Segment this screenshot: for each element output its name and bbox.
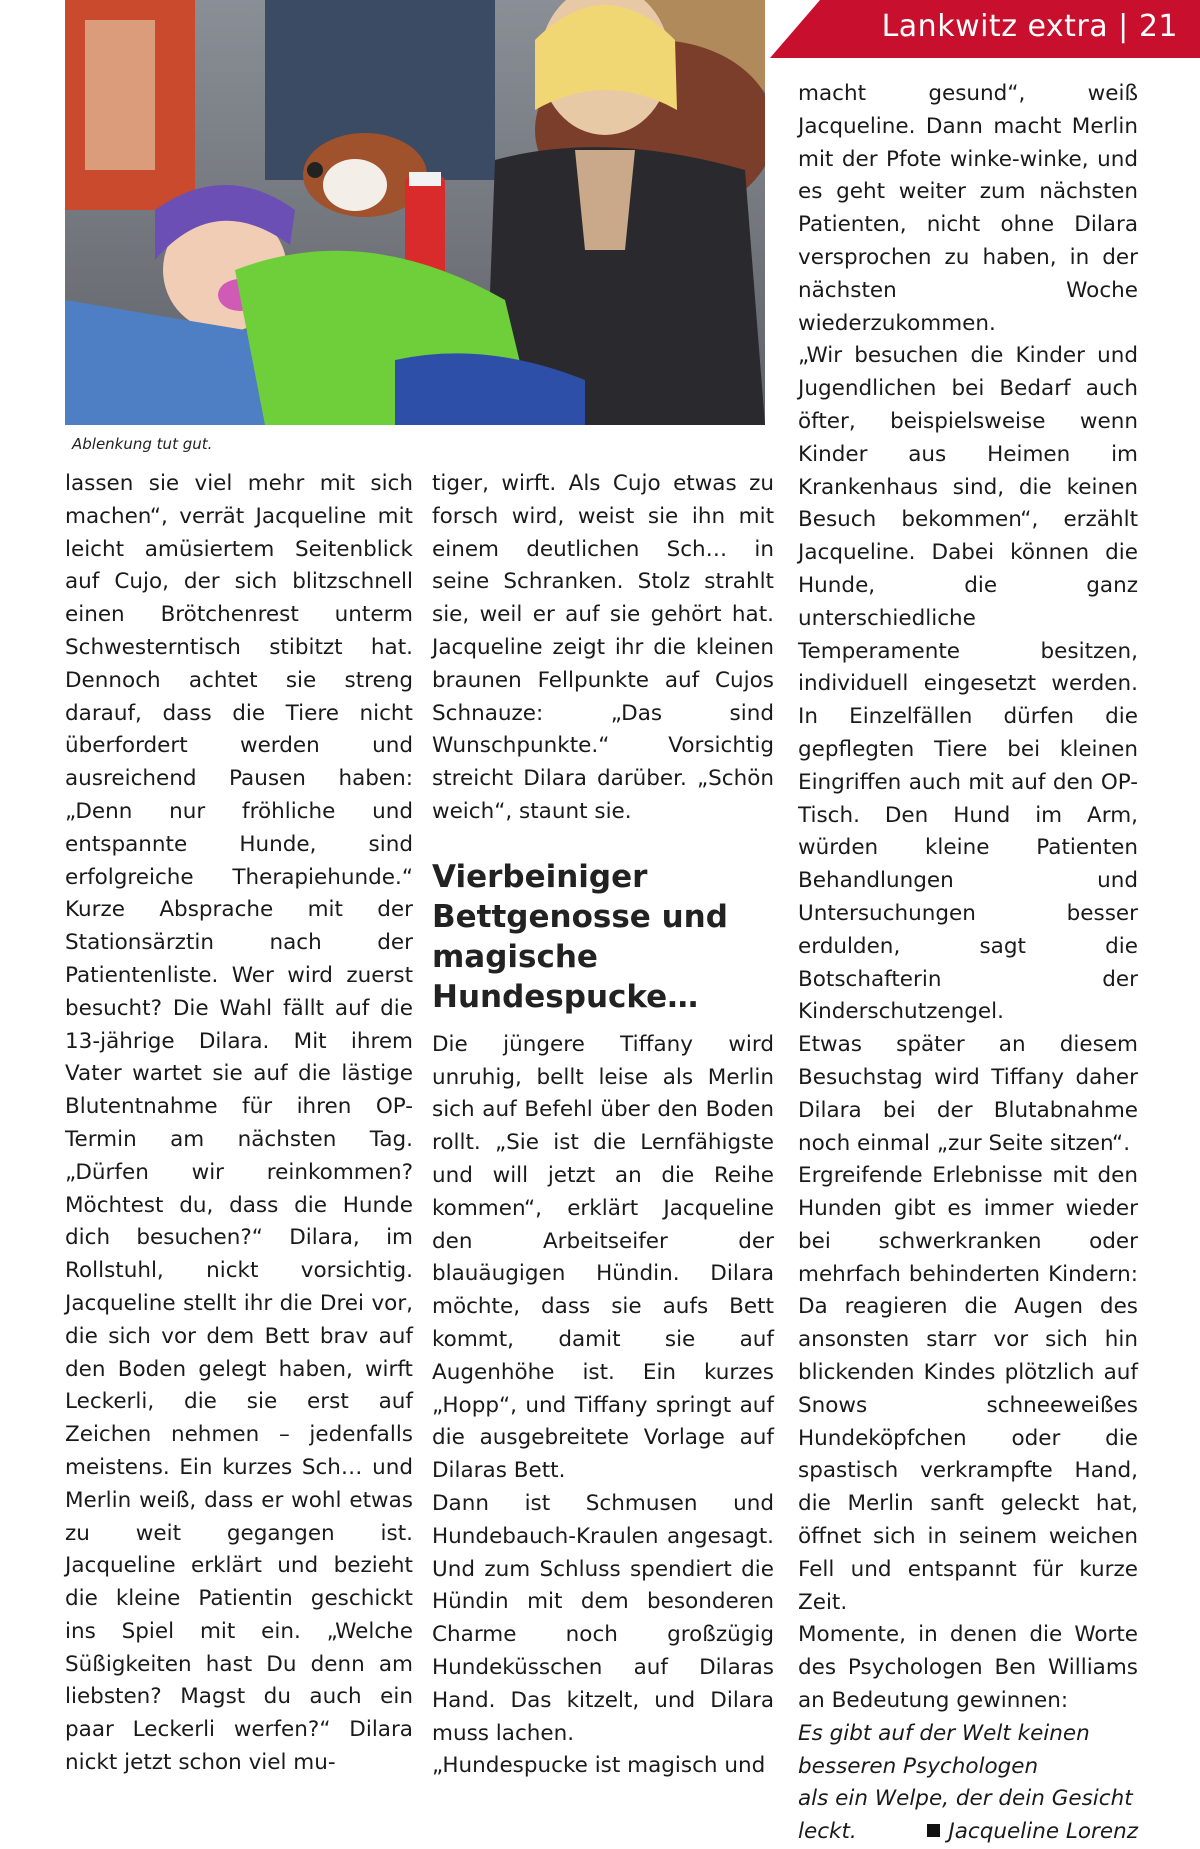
article-column-2 [432, 468, 774, 1783]
column-2-paragraph-3: Dann ist Schmusen und Hundebauch-Kraulen angesagt. Und zum Schluss spendiert die Hündin mit dem besonderen Charme noch großzügig Hundeküsschen auf Dilaras Hand. Das kitzelt, und Dilara muss lachen. [432, 1490, 774, 1746]
closing-quote-line-3: als ein Welpe, der dein Gesicht [798, 1786, 1133, 1812]
closing-quote-line-1: Es gibt auf der Welt keinen [798, 1720, 1090, 1746]
closing-quote [798, 1718, 1138, 1849]
closing-author-line [798, 1816, 1138, 1849]
end-square-icon [927, 1824, 940, 1837]
column-2-paragraph-4: „Hundespucke ist magisch und [432, 1753, 766, 1779]
closing-quote-line-4: leckt. [798, 1819, 857, 1845]
author-byline [927, 1816, 1138, 1849]
column-2-paragraph-2: Die jüngere Tiffany wird unruhig, bellt leise als Merlin sich auf Befehl über den Boden rollt. „Sie ist die Lernfähigste und will jetzt an die Reihe kommen“, erklärt Jacqueline den Arbeitseifer der blauäugigen Hündin. Dilara möchte, dass sie aufs Bett kommt, damit sie auf Augenhöhe ist. Ein kurzes „Hopp“, und Tiffany springt auf die ausgebreitete Vorlage auf Dilaras Bett. [432, 1031, 774, 1484]
column-3-paragraph-4: Ergreifende Erlebnisse mit den Hunden gibt es immer wieder bei schwerkranken oder mehrfach behinderten Kindern: Da reagieren die Augen des ansonsten starr vor sich hin blickenden Kindes plötzlich auf Snows schneeweißes Hundeköpfchen oder die spastisch verkrampfte Hand, die Merlin sanft geleckt hat, öffnet sich in seinem weichen Fell und entspannt für kurze Zeit. [798, 1163, 1138, 1615]
photo-child-dog-handler-icon [65, 0, 765, 425]
column-3-paragraph-5: Momente, in denen die Worte des Psychologen Ben Williams an Bedeutung gewinnen: [798, 1622, 1138, 1714]
column-1-paragraph: lassen sie viel mehr mit sich machen“, verrät Jacqueline mit leicht amüsiertem Seitenblick auf Cujo, der sich blitzschnell einen Brötchenrest unterm Schwesterntisch stibitzt hat. Dennoch achtet sie streng darauf, dass die Tiere nicht überfordert werden und ausreichend Pausen haben: „Denn nur fröhliche und entspannte Hunde, sind erfolgreiche Therapiehunde.“ Kurze Absprache mit der Stationsärztin nach der Patientenliste. Wer wird zuerst besucht? Die Wahl fällt auf die 13-jährige Dilara. Mit ihrem Vater wartet sie auf die lästige Blutentnahme für ihren OP-Termin am nächsten Tag. „Dürfen wir reinkommen? Möchtest du, dass die Hunde dich besuchen?“ Dilara, im Rollstuhl, nickt vorsichtig. Jacqueline stellt ihr die Drei vor, die sich vor dem Bett brav auf den Boden gelegt haben, wirft Leckerli, die sie erst auf Zeichen nehmen – jedenfalls meistens. Ein kurzes Sch… und Merlin weiß, dass er wohl etwas zu weit gegangen ist. Jacqueline erklärt und bezieht die kleine Patientin geschickt ins Spiel mit ein. „Welche Süßigkeiten hast Du denn am liebsten? Magst du auch ein paar Leckerli werfen?“ Dilara nickt jetzt schon viel mu- [65, 471, 413, 1776]
column-3-paragraph-3: Etwas später an diesem Besuchstag wird Tiffany daher Dilara bei der Blutabnahme noch einmal „zur Seite sitzen“. [798, 1032, 1138, 1156]
closing-quote-line-2: besseren Psychologen [798, 1753, 1039, 1779]
author-name: Jacqueline Lorenz [948, 1819, 1138, 1845]
article-column-3 [798, 78, 1138, 1849]
column-3-paragraph-2: „Wir besuchen die Kinder und Jugendlichen bei Bedarf auch öfter, beispielsweise wenn Kinder aus Heimen im Krankenhaus sind, die keinen Besuch bekommen“, erzählt Jacqueline. Dabei können die Hunde, die ganz unterschiedliche Temperamente besitzen, individuell eingesetzt werden. In Einzelfällen dürfen die gepflegten Tiere bei kleinen Eingriffen auch mit auf den OP-Tisch. Den Hund im Arm, würden kleine Patienten Behandlungen und Untersuchungen besser erdulden, sagt die Botschafterin der Kinderschutzengel. [798, 343, 1138, 1025]
column-3-paragraph-1: macht gesund“, weiß Jacqueline. Dann macht Merlin mit der Pfote winke-winke, und es geht weiter zum nächsten Patienten, nicht ohne Dilara versprochen zu haben, in der nächsten Woche wiederzukommen. [798, 81, 1138, 336]
page-header-title: Lankwitz extra | 21 [881, 9, 1178, 44]
article-column-1 [65, 468, 413, 1780]
article-subheading: Vierbeiniger Bettgenosse und magische Hundespucke… [432, 858, 728, 1015]
column-2-paragraph-1: tiger, wirft. Als Cujo etwas zu forsch wird, weist sie ihn mit einem deutlichen Sch… in seine Schranken. Stolz strahlt sie, weil er auf sie gehört hat. Jacqueline zeigt ihr die kleinen braunen Fellpunkte auf Cujos Schnauze: „Das sind Wunschpunkte.“ Vorsichtig streicht Dilara darüber. „Schön weich“, staunt sie. [432, 471, 774, 824]
article-photo [65, 0, 765, 425]
photo-caption: Ablenkung tut gut. [72, 435, 213, 453]
